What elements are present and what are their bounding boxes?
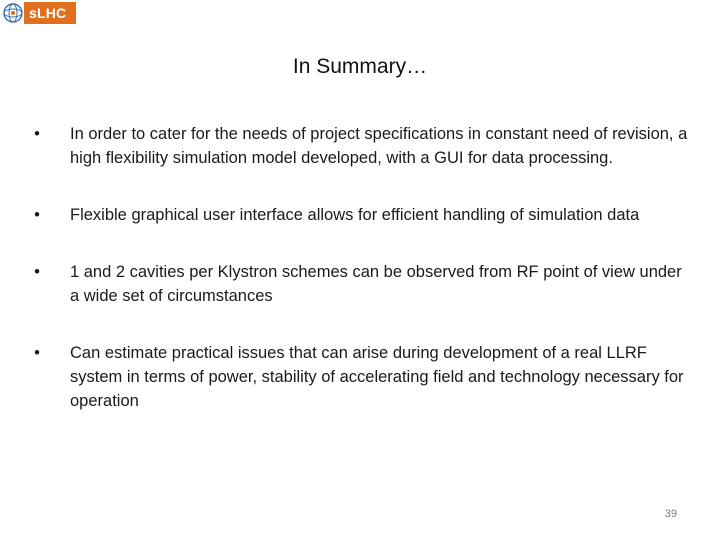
- bullet-dot: •: [34, 344, 40, 362]
- slhc-logo: [2, 2, 76, 24]
- bullet-text: Flexible graphical user interface allows for efficient handling of simulation data: [70, 206, 640, 224]
- slide-title: In Summary…: [292, 55, 428, 78]
- bullet-item: [30, 260, 690, 308]
- cern-emblem-icon: [2, 2, 24, 24]
- bullet-dot: •: [34, 206, 40, 224]
- bullet-item: [30, 203, 690, 227]
- logo-text: sLHC: [24, 2, 76, 24]
- bullet-item: [30, 122, 690, 170]
- bullet-text: In order to cater for the needs of project specifications in constant need of revision, a high flexibility simulation model developed, with a GUI for data processing.: [70, 125, 688, 167]
- bullet-dot: •: [34, 125, 40, 143]
- bullet-list: [30, 122, 690, 413]
- bullet-item: [30, 341, 690, 413]
- bullet-dot: •: [34, 263, 40, 281]
- bullet-text: Can estimate practical issues that can arise during development of a real LLRF system in terms of power, stability of accelerating field and technology necessary for operation: [70, 344, 684, 410]
- bullet-text: 1 and 2 cavities per Klystron schemes can be observed from RF point of view under a wide set of circumstances: [70, 263, 682, 305]
- page-number: 39: [664, 508, 677, 520]
